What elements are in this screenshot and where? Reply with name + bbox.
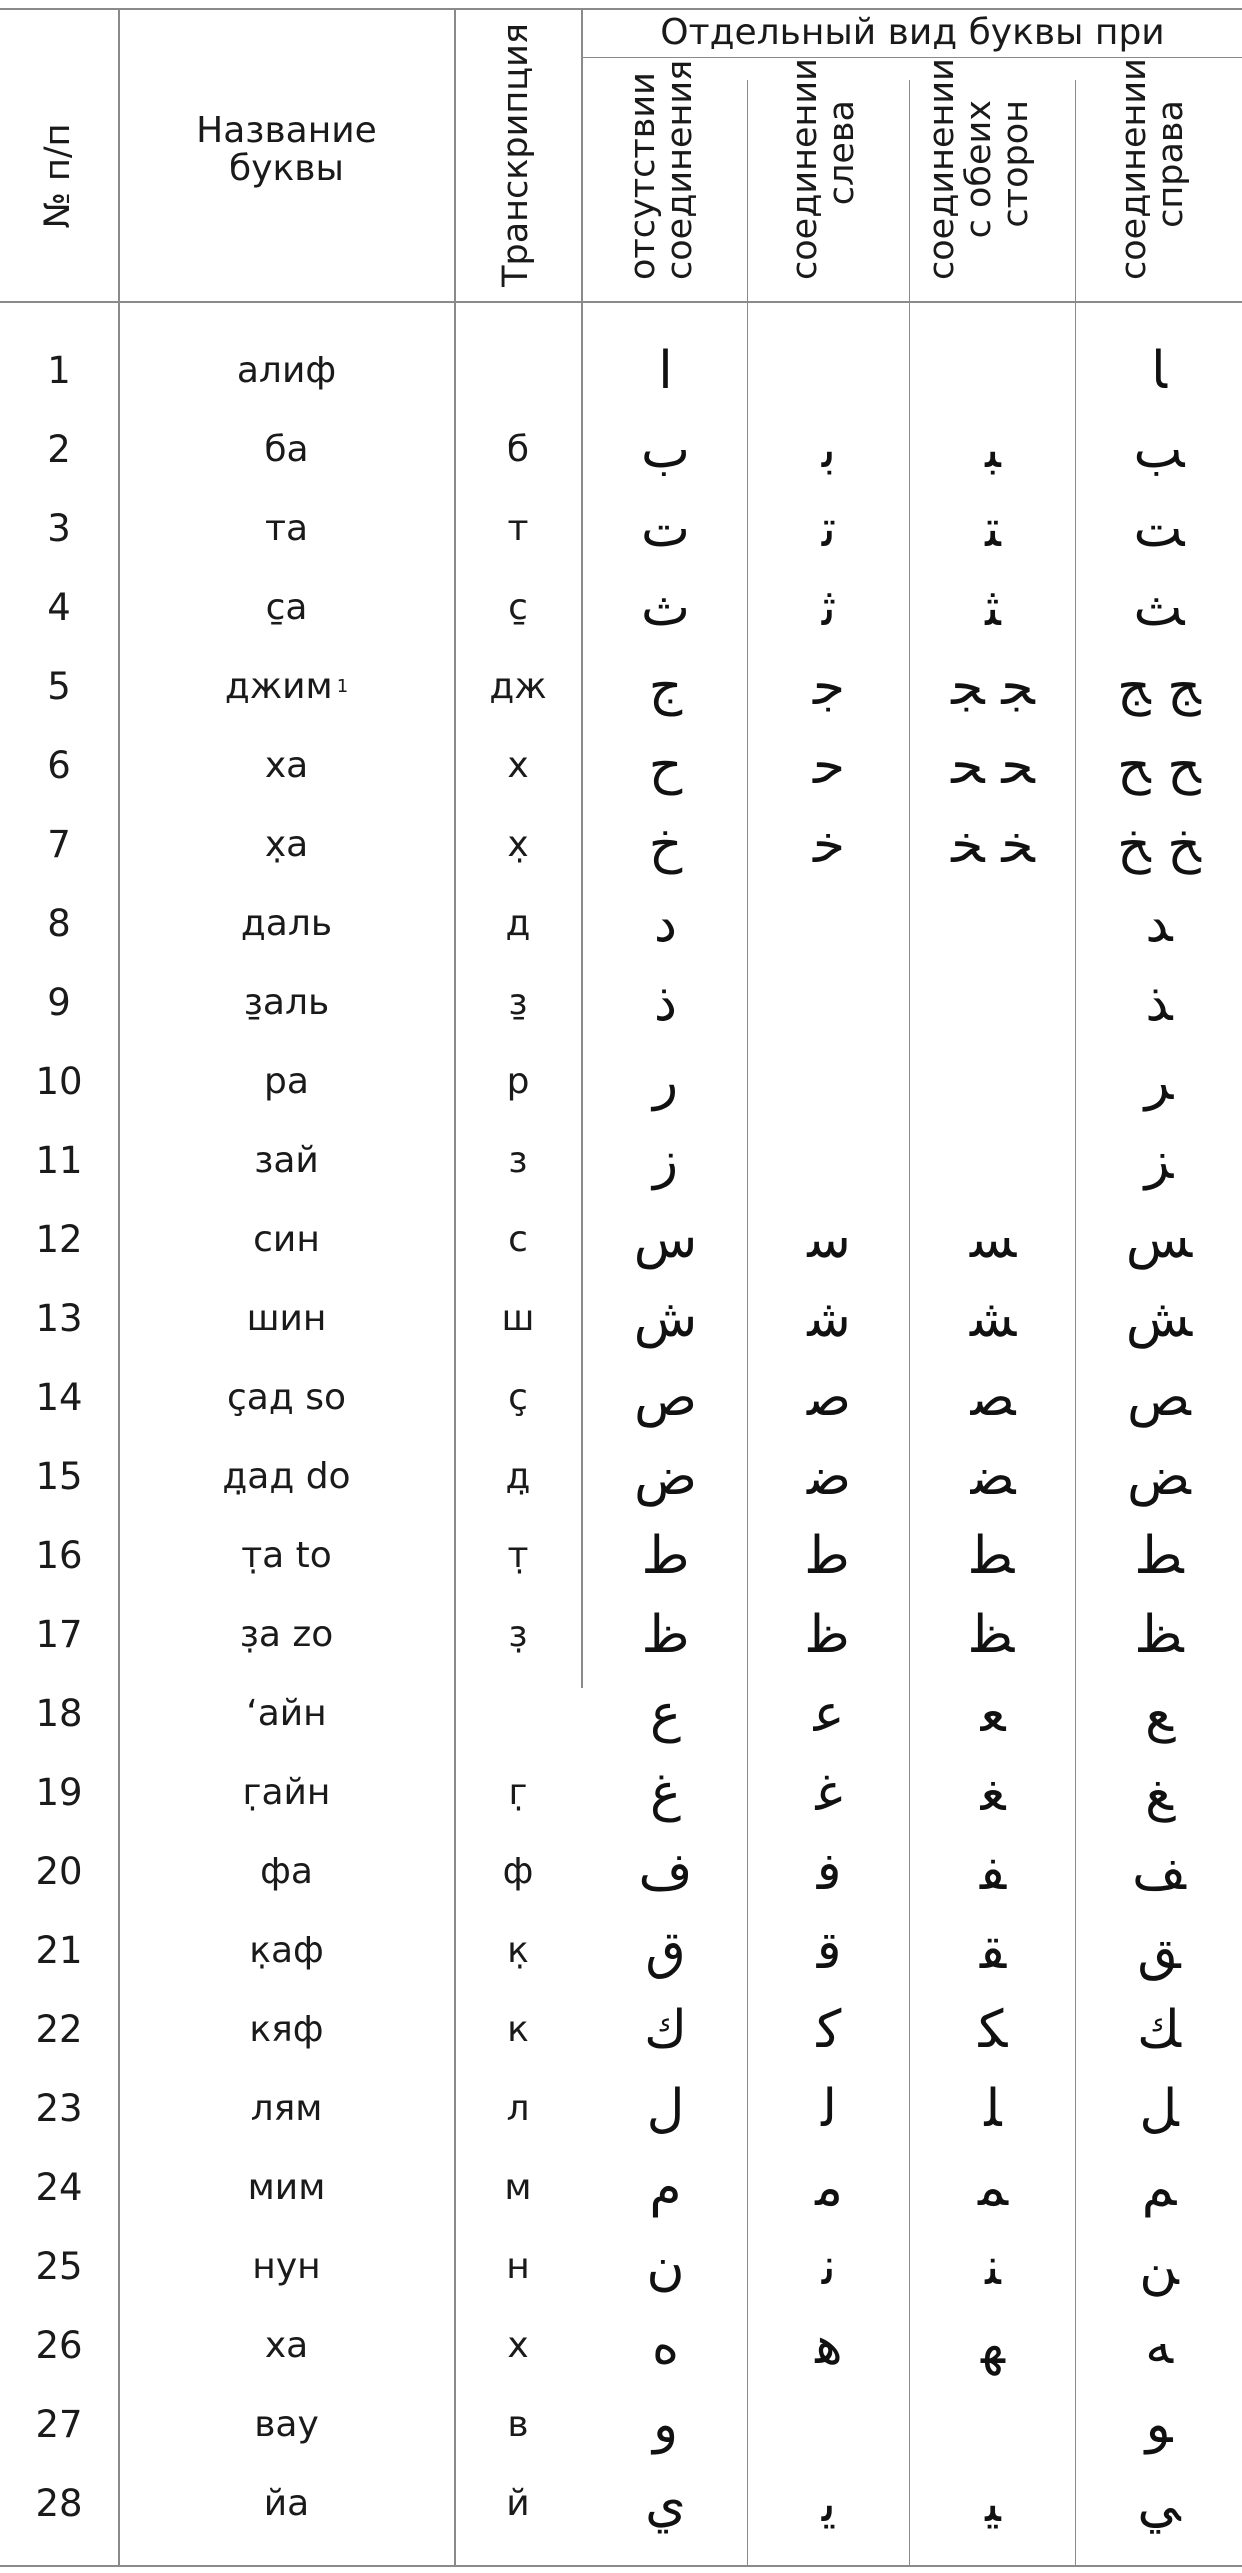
both-join-form: ﻤ [977,2157,1009,2218]
bottom-rule [0,2565,1242,2567]
right-join-header-line1: соединении [1114,58,1154,280]
right-join-form: ﺬ [1145,972,1173,1033]
right-join-form: ﻢ [1141,2157,1177,2218]
left-join-form: ﻇ [808,1604,850,1665]
letter-row [0,1358,1242,1437]
row-number: 12 [35,1218,83,1261]
row-number: 8 [47,902,71,945]
row-number: 2 [47,428,71,471]
left-join-form: ﺷ [807,1288,851,1349]
letter-row [0,2148,1242,2227]
both-join-form: ﻨ [985,2236,1001,2297]
left-join-form: ﻟ [821,2078,837,2139]
letter-row [0,884,1242,963]
letter-name-text: та [264,508,309,549]
left-join-form [748,963,910,1042]
letter-transcription: ш [501,1298,535,1339]
both-join-form: ﻄ [971,1525,1015,1586]
isolated-form: ع [649,1683,682,1744]
letter-name [118,1516,455,1595]
row-number: 15 [35,1455,83,1498]
left-join-form: ﺿ [806,1446,852,1507]
isolated-form: ي [645,2473,686,2534]
left-join-form: ﻏ [815,1762,843,1823]
both-join-form [910,1042,1076,1121]
left-join-form: ﺣ [812,735,846,796]
isolated-form: ط [641,1525,690,1586]
letter-name-text: ʻайн [246,1693,327,1734]
letter-name-text: ха [264,745,309,786]
isolated-form: م [649,2157,682,2218]
letter-name [118,963,455,1042]
isolated-form: ج [648,656,683,717]
both-join-header [922,58,1042,280]
row-number: 21 [35,1929,83,1972]
letter-row [0,1279,1242,1358]
letter-name-text: фа [260,1851,313,1892]
isolated-form: ب [641,419,690,480]
left-join-form [748,2385,910,2464]
left-join-header-line2: слева [822,100,862,206]
left-join-form: ﺛ [821,577,837,638]
letter-name-text: ха [264,2325,309,2366]
left-join-form: ﻣ [815,2157,843,2218]
letter-name [118,1200,455,1279]
letter-transcription: х [507,745,529,786]
letter-row [0,1990,1242,2069]
isolated-form: خ [648,814,683,875]
isolated-form: ش [633,1288,698,1349]
both-join-form: ﺼ [970,1367,1016,1428]
letter-transcription: т̣ [507,1535,529,1576]
letter-row [0,1121,1242,1200]
letter-name-text: ҫад so [227,1377,346,1418]
letter-transcription: к̣ [507,1930,529,1971]
letter-name-text: к̣аф [249,1930,324,1971]
left-join-form: ﺑ [821,419,837,480]
both-join-header-line3: сторон [996,100,1036,228]
isolated-form: ص [634,1367,697,1428]
both-join-form: ﻬ [981,2315,1005,2376]
letter-transcription: ф [502,1851,534,1892]
letter-name [118,1279,455,1358]
isolated-form: ق [645,1920,686,1981]
isolated-header [623,59,705,280]
letter-name [118,1121,455,1200]
right-join-form: ﺮ [1144,1051,1174,1112]
letter-transcription: в [507,2404,529,2445]
right-join-form: ﻚ [1137,1999,1181,2060]
isolated-form: ك [644,1999,687,2060]
letter-transcription: з̱ [508,982,528,1023]
both-join-form: ﺨ ﺨ [951,814,1035,875]
header-bottom-rule [0,301,1242,303]
both-join-form: ﻔ [979,1841,1007,1902]
left-join-form: ﻓ [816,1841,842,1902]
letter-row [0,331,1242,410]
right-join-form: ﻎ [1145,1762,1173,1823]
letter-name-text: з̱аль [243,982,330,1023]
isolated-form: د [653,893,678,954]
letter-transcription: д̣ [505,1456,531,1497]
right-join-form: ﺲ [1125,1209,1193,1270]
left-join-form [748,331,910,410]
isolated-form: ظ [641,1604,690,1665]
isolated-form: ز [652,1130,679,1191]
row-number: 18 [35,1692,83,1735]
letter-row [0,805,1242,884]
row-number: 27 [35,2403,83,2446]
letter-name [118,1832,455,1911]
both-join-form: ﻘ [979,1920,1007,1981]
right-join-form: ﻖ [1137,1920,1181,1981]
isolated-form: س [633,1209,698,1270]
letter-name-text: йа [263,2483,310,2524]
letter-transcription: ҫ [508,1377,528,1418]
row-number: 22 [35,2008,83,2051]
left-join-form: ﻛ [816,1999,842,2060]
left-join-form: ﺗ [821,498,837,559]
letter-name-text: джим [224,666,333,707]
left-join-form: ﺟ [812,656,846,717]
letter-name-text: даль [240,903,333,944]
letter-transcription: х̣ [507,824,529,865]
letter-name [118,410,455,489]
right-join-form: ﺰ [1144,1130,1174,1191]
both-join-form: ﻜ [978,1999,1008,2060]
right-join-form: ﺦ ﺦ [1117,814,1201,875]
left-join-form: ﺧ [812,814,846,875]
letter-name-text: ба [264,429,309,470]
left-join-form: ﻗ [816,1920,842,1981]
isolated-form: ح [648,735,683,796]
both-join-form: ﺠ ﺠ [951,656,1035,717]
row-number: 10 [35,1060,83,1103]
isolated-form: ض [634,1446,697,1507]
letter-transcription: г̣ [508,1772,528,1813]
letter-row [0,963,1242,1042]
letter-name [118,1990,455,2069]
both-join-form: ﺤ ﺤ [951,735,1035,796]
right-join-form: ﺎ [1151,340,1167,401]
left-join-form: ﻳ [821,2473,837,2534]
letter-row [0,2306,1242,2385]
letter-name [118,2148,455,2227]
row-number: 23 [35,2087,83,2130]
letter-transcription [455,1674,581,1753]
right-join-form: ﺐ [1133,419,1185,480]
letter-name-text: х̣а [264,824,309,865]
letter-transcription: д [505,903,531,944]
letter-name-text: шин [246,1298,327,1339]
letter-transcription: н [506,2246,530,2287]
letter-row [0,2069,1242,2148]
name-header-line1: Название [196,110,377,151]
letter-name [118,2069,455,2148]
letter-row [0,1753,1242,1832]
letter-transcription [455,331,581,410]
isolated-form: و [652,2394,679,2455]
right-join-form: ﺞ ﺞ [1117,656,1201,717]
isolated-form: ن [646,2236,685,2297]
left-join-form [748,884,910,963]
letter-transcription: дж [489,666,547,707]
letter-name [118,1595,455,1674]
letter-name-text: ра [264,1061,309,1102]
isolated-form: ل [646,2078,685,2139]
right-join-form: ﺚ [1133,577,1185,638]
letter-row [0,2385,1242,2464]
row-number: 20 [35,1850,83,1893]
top-rule [0,8,1242,10]
letter-name-text: нун [252,2246,321,2287]
letter-name [118,1753,455,1832]
isolated-form: ف [638,1841,693,1902]
both-join-form: ﻌ [980,1683,1006,1744]
letter-transcription: с̱ [508,587,528,628]
letter-transcription: б [506,429,530,470]
letter-name-text: т̣а to [241,1535,332,1576]
letter-transcription: л [506,2088,530,2129]
both-join-form [910,2385,1076,2464]
letter-name-text: син [253,1219,320,1260]
left-join-form: ﺳ [807,1209,851,1270]
isolated-form: ذ [653,972,678,1033]
row-number: 26 [35,2324,83,2367]
isolated-form: ا [658,340,673,401]
letter-row [0,1674,1242,1753]
letter-transcription: з̣ [508,1614,528,1655]
row-number: 14 [35,1376,83,1419]
row-number: 24 [35,2166,83,2209]
letter-name [118,805,455,884]
row-number: 17 [35,1613,83,1656]
letter-transcription: р [506,1061,530,1102]
isolated-form: ر [652,1051,679,1112]
letter-row [0,568,1242,647]
letter-row [0,1595,1242,1674]
letter-name [118,2464,455,2543]
isolated-form: ت [641,498,690,559]
right-join-form: ﻆ [1134,1604,1184,1665]
letter-transcription: з [508,1140,528,1181]
left-join-header-line1: соединении [785,58,825,280]
both-join-form: ﺘ [985,498,1001,559]
letter-row [0,1832,1242,1911]
both-join-header-line1: соединении [922,58,962,280]
isolated-form: ث [641,577,690,638]
letter-name [118,1042,455,1121]
letter-name-text: мим [247,2167,326,2208]
right-join-form: ﻂ [1134,1525,1184,1586]
left-join-form: ﺻ [806,1367,852,1428]
letter-transcription: т [507,508,529,549]
letter-transcription: й [506,2483,530,2524]
both-join-form: ﻈ [971,1604,1015,1665]
left-join-form [748,1042,910,1121]
letter-name [118,726,455,805]
name-header [118,112,455,188]
letter-name-text: кяф [249,2009,324,2050]
letter-name [118,2385,455,2464]
letter-row [0,647,1242,726]
right-join-form: ﻮ [1145,2394,1173,2455]
right-join-form: ﺢ ﺢ [1117,735,1201,796]
right-join-form: ﻪ [1145,2315,1173,2376]
letter-name-text: з̣а zo [239,1614,334,1655]
right-join-header [1114,58,1196,280]
both-join-form: ﺜ [985,577,1001,638]
letter-name [118,331,455,410]
both-join-form [910,963,1076,1042]
left-join-header [785,58,867,280]
footnote-marker: 1 [336,676,349,697]
row-number: 3 [47,507,71,550]
row-number: 25 [35,2245,83,2288]
letter-name [118,647,455,726]
row-number: 13 [35,1297,83,1340]
row-number: 9 [47,981,71,1024]
isolated-header-line1: отсутствии [623,72,663,280]
right-join-form: ﺶ [1125,1288,1193,1349]
right-join-form: ﺪ [1145,893,1173,954]
right-join-form: ﻲ [1137,2473,1181,2534]
left-join-form: ﻃ [808,1525,850,1586]
letter-name-text: д̣ад do [222,1456,351,1497]
right-join-form: ﻦ [1139,2236,1179,2297]
both-join-form: ﻐ [980,1762,1006,1823]
right-join-form: ﻒ [1132,1841,1186,1902]
row-number: 7 [47,823,71,866]
letter-row [0,1516,1242,1595]
letter-name-text: вау [254,2404,319,2445]
both-join-form [910,331,1076,410]
row-number: 4 [47,586,71,629]
both-join-form: ﺴ [969,1209,1017,1270]
row-number: 5 [47,665,71,708]
isolated-header-line2: соединения [660,59,700,280]
group-header-text: Отдельный вид буквы при [660,12,1165,53]
right-join-header-line2: справа [1151,100,1191,228]
both-join-form: ﻠ [984,2078,1002,2139]
row-number: 11 [35,1139,83,1182]
letter-name-text: алиф [236,350,337,391]
letter-row [0,410,1242,489]
letter-name [118,568,455,647]
row-number: 16 [35,1534,83,1577]
number-header-text: № п/п [38,123,78,229]
row-number: 1 [47,349,71,392]
right-join-form: ﺖ [1133,498,1185,559]
letter-name [118,1674,455,1753]
letter-name [118,2227,455,2306]
left-join-form: ﻧ [821,2236,837,2297]
letter-row [0,1200,1242,1279]
letter-name-text: зай [254,1140,319,1181]
letter-name [118,1911,455,1990]
row-number: 6 [47,744,71,787]
letter-name [118,1358,455,1437]
both-join-form: ﻀ [970,1446,1016,1507]
letter-row [0,1042,1242,1121]
both-join-form: ﻴ [985,2473,1001,2534]
letter-name [118,489,455,568]
letter-row [0,1437,1242,1516]
both-join-form [910,884,1076,963]
letter-transcription: м [504,2167,532,2208]
letter-transcription: х [507,2325,529,2366]
letter-name [118,1437,455,1516]
isolated-form: ه [651,2315,680,2376]
letter-name-text: с̱а [265,587,308,628]
right-join-form: ﺺ [1127,1367,1191,1428]
row-number: 28 [35,2482,83,2525]
letter-name-text: лям [250,2088,323,2129]
letter-row [0,489,1242,568]
letter-name-text: г̣айн [242,1772,331,1813]
letter-row [0,1911,1242,1990]
isolated-form: غ [649,1762,682,1823]
name-header-line2: буквы [229,148,344,189]
left-join-form: ﻫ [815,2315,843,2376]
letter-row [0,2464,1242,2543]
left-join-form: ﻋ [813,1683,845,1744]
right-join-form: ﻞ [1139,2078,1179,2139]
transcription-header-text: Транскрипция [496,23,536,287]
letter-name [118,2306,455,2385]
letter-name [118,884,455,963]
number-header [40,96,80,256]
both-join-form [910,1121,1076,1200]
group-header [583,14,1242,52]
row-number: 19 [35,1771,83,1814]
transcription-header [498,5,538,305]
both-join-header-line2: с обеих [959,100,999,239]
letter-row [0,2227,1242,2306]
both-join-form: ﺒ [985,419,1001,480]
left-join-form [748,1121,910,1200]
letter-transcription: к [507,2009,529,2050]
letter-row [0,726,1242,805]
right-join-form: ﻊ [1145,1683,1173,1744]
letter-transcription: с [508,1219,528,1260]
both-join-form: ﺸ [969,1288,1017,1349]
right-join-form: ﺾ [1127,1446,1191,1507]
